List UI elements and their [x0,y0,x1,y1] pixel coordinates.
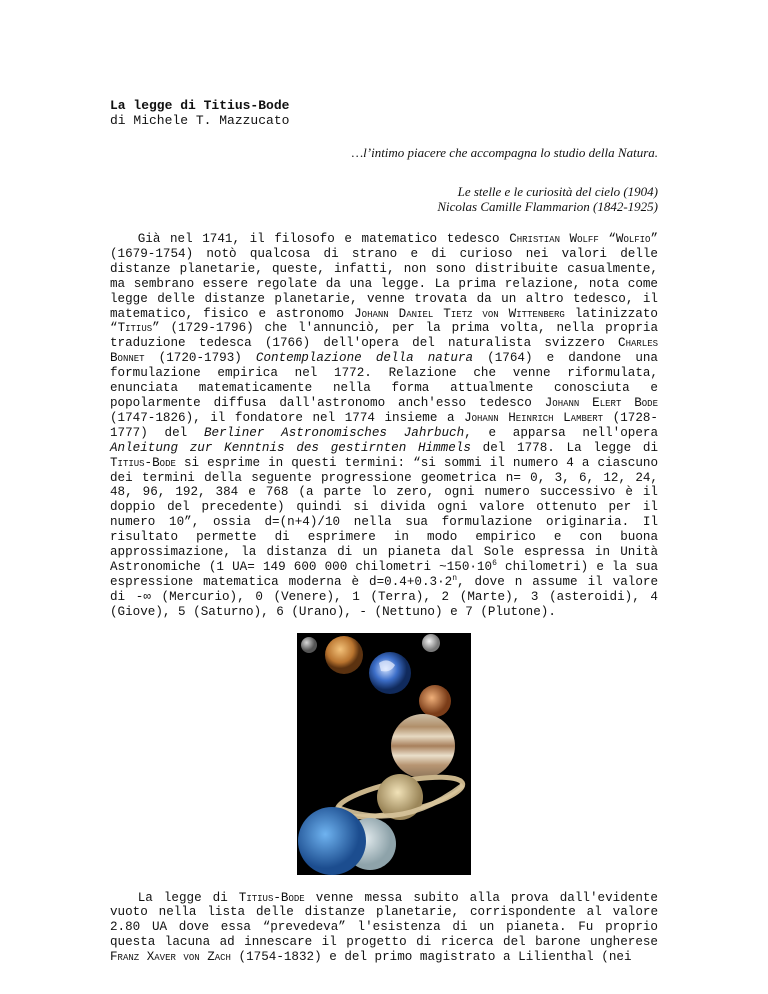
person-name: Titius [117,321,153,336]
moon-body [422,634,440,652]
person-name: Franz Xaver von Zach [110,950,231,965]
paragraph-2: La legge di Titius-Bode venne messa subito alla prova dall'evidente vuoto nella lista delle distanze planetarie, corrispondente al valore 2.80 UA dove essa “prevedeva” l'esistenza di un pianeta. Fu proprio questa lacuna ad innescare il progetto di ricerca del barone ungherese Franz Xaver von Zach (1754-1832) e del primo magistrato a Lilienthal (nei [110,890,658,965]
exponent: n [452,573,457,583]
epigraph-source-author: Nicolas Camille Flammarion (1842-1925) [437,199,658,214]
epigraph-quote: …l’intimo piacere che accompagna lo studio della Natura. [351,145,658,160]
neptune-planet [298,807,366,875]
jupiter-planet [391,714,455,778]
person-name: Christian Wolff [509,232,599,246]
person-name: Johann Elert Bode [544,395,658,410]
person-name: Charles Bonnet [110,336,658,366]
mars-planet [419,685,451,717]
document-author: di Michele T. Mazzucato [110,113,290,128]
person-name: Johann Daniel Tietz von Wittenberg [354,306,565,321]
exponent: 6 [492,558,497,568]
law-name: Titius-Bode [238,890,305,905]
person-name: Wolfio [615,232,651,246]
paragraph-1: Già nel 1741, il filosofo e matematico tedesco Christian Wolff “Wolfio” (1679-1754) notò qualcosa di strano e di curioso nei valori delle distanze planetarie, queste, infatti, non sono distribuite casualmente, ma sembrano essere regolate da una legge. La prima relazione, nota come legge delle distanze planetarie, venne trovata da un altro tedesco, il matematico, fisico e astronomo Johann Daniel Tietz von Wittenberg latinizzato “Titius” (1729-1796) che l'annunciò, per la prima volta, nella propria traduzione tedesca (1766) dell'opera del naturalista svizzero Charles Bonnet (1720-1793) Contemplazione della natura (1764) e dandone una formulazione empirica nel 1772. Relazione che venne riformulata, enunciata matematicamente nella forma attualmente conosciuta e popolarmente diffusa dall'astronomo anch'esso tedesco Johann Elert Bode (1747-1826), il fondatore nel 1774 insieme a Johann Heinrich Lambert (1728-1777) del Berliner Astronomisches Jahrbuch, e apparsa nell'opera Anleitung zur Kenntnis des gestirnten Himmels del 1778. La legge di Titius-Bode si esprime in questi termini: “si sommi il numero 4 a ciascuno dei termini della seguente progressione geometrica n= 0, 3, 6, 12, 24, 48, 96, 192, 384 e 768 (a parte lo zero, ogni numero successivo è il doppio del precedente) quindi si divida ogni valore ottenuto per il numero 10”, ossia d=(n+4)/10 nella sua formulazione originaria. Il risultato permette di esprimere in modo empirico e con buona approssimazione, la distanza di un pianeta dal Sole espressa in Unità Astronomiche (1 UA= 149 600 000 chilometri $\sim 150\cdot 10^6$ chilometri) e la sua espressione matematica moderna è $d=0.4+0.3\cdot 2^n$, dove n assume il valore di -∞ (Mercurio), 0 (Venere), 1 (Terra), 2 (Marte), 3 (asteroidi), 4 (Giove), 5 (Saturno), 6 (Urano), - (Nettuno) e 7 (Plutone). [110,232,659,619]
venus-planet [325,636,363,674]
epigraph [110,145,658,214]
work-title: Anleitung zur Kenntnis des gestirnten Himmels [110,440,471,455]
document-page [110,98,658,965]
law-name: Titius-Bode [110,455,176,470]
planets-image [297,633,471,875]
person-name: Johann Heinrich Lambert [464,410,604,425]
work-title: Berliner Astronomisches Jahrbuch [203,425,465,440]
earth-planet [369,652,411,694]
document-title: La legge di Titius-Bode [110,98,290,113]
work-title: Contemplazione della natura [255,351,474,366]
mercury-planet [301,637,317,653]
epigraph-work: Le stelle e le curiosità del cielo (1904) [457,184,658,199]
